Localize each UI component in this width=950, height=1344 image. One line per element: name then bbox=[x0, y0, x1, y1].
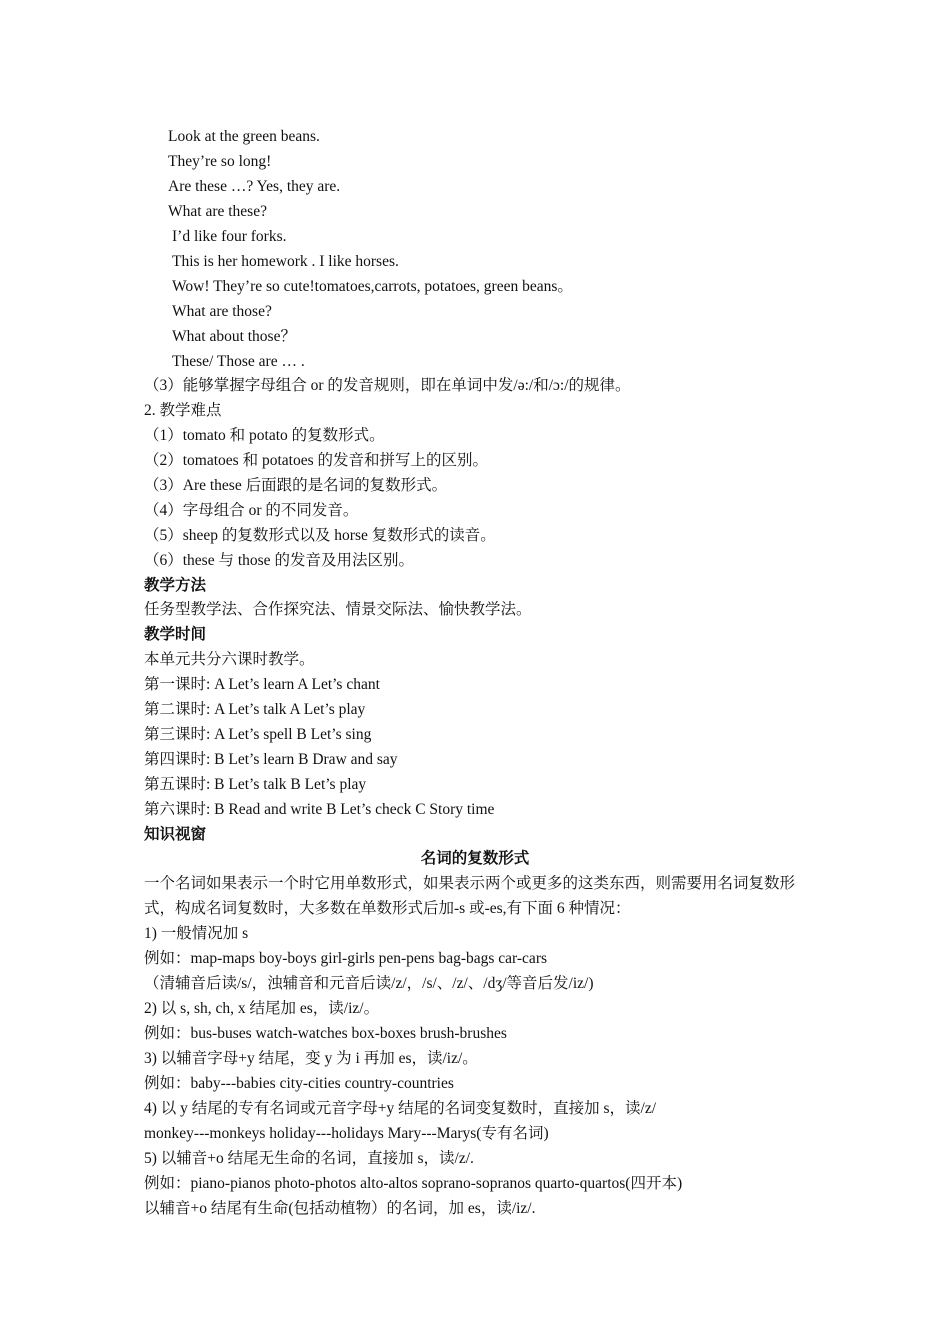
sentence-line: I’d like four forks. bbox=[172, 228, 287, 245]
difficulty-item: （5）sheep 的复数形式以及 horse 复数形式的读音。 bbox=[144, 527, 496, 544]
sentence-line: This is her homework . I like horses. bbox=[172, 253, 399, 270]
knowledge-title: 名词的复数形式 bbox=[420, 850, 530, 867]
sentence-line: These/ Those are … . bbox=[172, 353, 305, 370]
period-line: 第四课时: B Let’s learn B Draw and say bbox=[144, 751, 398, 768]
knowledge-line: 以辅音+o 结尾有生命(包括动植物）的名词，加 es，读/iz/. bbox=[144, 1200, 536, 1217]
period-line: 第三课时: A Let’s spell B Let’s sing bbox=[144, 726, 372, 743]
goal-3: （3）能够掌握字母组合 or 的发音规则，即在单词中发/ə:/和/ɔ:/的规律。 bbox=[144, 377, 631, 394]
difficulty-item: （1）tomato 和 potato 的复数形式。 bbox=[144, 427, 385, 444]
knowledge-line: 2) 以 s, sh, ch, x 结尾加 es，读/iz/。 bbox=[144, 1000, 380, 1017]
methods-text: 任务型教学法、合作探究法、情景交际法、愉快教学法。 bbox=[144, 601, 532, 618]
knowledge-line: 例如：bus-buses watch-watches box-boxes brush-brushes bbox=[144, 1025, 507, 1042]
period-line: 第一课时: A Let’s learn A Let’s chant bbox=[144, 676, 380, 693]
period-line: 第二课时: A Let’s talk A Let’s play bbox=[144, 701, 366, 718]
knowledge-line: （清辅音后读/s/，浊辅音和元音后读/z/，/s/、/z/、/dʒ/等音后发/iz/) bbox=[144, 975, 594, 992]
methods-heading: 教学方法 bbox=[144, 577, 207, 594]
knowledge-line: monkey---monkeys holiday---holidays Mary---Marys(专有名词) bbox=[144, 1125, 549, 1142]
time-heading: 教学时间 bbox=[144, 626, 207, 643]
sentence-line: What about those？ bbox=[172, 328, 296, 345]
knowledge-line: 1) 一般情况加 s bbox=[144, 925, 249, 942]
knowledge-line: 3) 以辅音字母+y 结尾，变 y 为 i 再加 es，读/iz/。 bbox=[144, 1050, 478, 1067]
sentence-line: They’re so long! bbox=[168, 153, 272, 170]
time-intro: 本单元共分六课时教学。 bbox=[144, 651, 315, 668]
sentence-line: What are those? bbox=[172, 303, 272, 320]
sentence-line: Are these …? Yes, they are. bbox=[168, 178, 341, 195]
sentence-line: Wow! They’re so cute!tomatoes,carrots, potatoes, green beans。 bbox=[172, 278, 573, 295]
knowledge-line: 例如：map-maps boy-boys girl-girls pen-pens bag-bags car-cars bbox=[144, 950, 548, 967]
period-line: 第六课时: B Read and write B Let’s check C Story time bbox=[144, 801, 495, 818]
knowledge-line: 5) 以辅音+o 结尾无生命的名词，直接加 s，读/z/. bbox=[144, 1150, 474, 1167]
difficulty-item: （6）these 与 those 的发音及用法区别。 bbox=[144, 552, 414, 569]
difficulty-item: （2）tomatoes 和 potatoes 的发音和拼写上的区别。 bbox=[144, 452, 488, 469]
period-line: 第五课时: B Let’s talk B Let’s play bbox=[144, 776, 367, 793]
knowledge-intro: 一个名词如果表示一个时它用单数形式，如果表示两个或更多的这类东西，则需要用名词复数形式，构成名词复数时，大多数在单数形式后加-s 或-es,有下面 6 种情况： bbox=[144, 875, 796, 917]
sentence-line: What are these? bbox=[168, 203, 267, 220]
knowledge-heading: 知识视窗 bbox=[144, 826, 207, 843]
knowledge-line: 例如：baby---babies city-cities country-countries bbox=[144, 1075, 454, 1092]
difficulty-item: （4）字母组合 or 的不同发音。 bbox=[144, 502, 359, 519]
difficulty-item: （3）Are these 后面跟的是名词的复数形式。 bbox=[144, 477, 448, 494]
difficulties-heading: 2. 教学难点 bbox=[144, 402, 222, 419]
knowledge-line: 例如：piano-pianos photo-photos alto-altos soprano-sopranos quarto-quartos(四开本) bbox=[144, 1175, 683, 1192]
sentence-line: Look at the green beans. bbox=[168, 128, 320, 145]
knowledge-line: 4) 以 y 结尾的专有名词或元音字母+y 结尾的名词变复数时，直接加 s，读/z/ bbox=[144, 1100, 657, 1117]
